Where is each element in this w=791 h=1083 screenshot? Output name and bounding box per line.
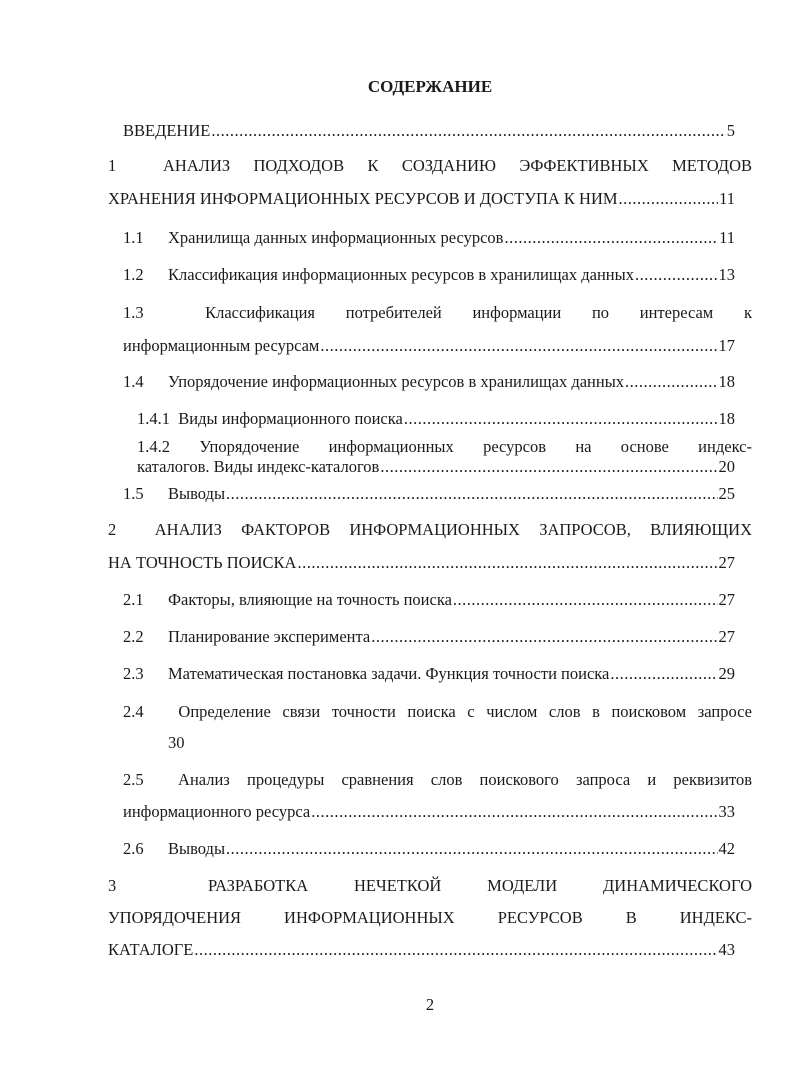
entry-number: 2.2 — [123, 627, 144, 646]
entry-number: 2.6 — [123, 839, 144, 858]
toc-entry-chapter-2[interactable] — [108, 519, 752, 541]
entry-number: 1.4.2 — [137, 437, 170, 456]
dot-leader — [610, 663, 717, 685]
toc-entry-2-4-page[interactable]: 30 — [168, 733, 185, 752]
entry-page: 43 — [718, 940, 735, 959]
toc-entry-chapter-1-cont[interactable] — [108, 188, 735, 210]
toc-entry-intro[interactable] — [123, 120, 735, 142]
toc-entry-2-5[interactable] — [123, 769, 752, 791]
entry-label: Виды информационного поиска — [178, 409, 403, 428]
entry-number: 1.4 — [123, 372, 144, 391]
toc-entry-1-3[interactable] — [123, 302, 752, 324]
toc-entry-2-4[interactable] — [123, 701, 752, 723]
toc-entry-2-3[interactable] — [123, 663, 735, 685]
dot-leader — [320, 335, 717, 357]
toc-entry-2-6[interactable] — [123, 838, 735, 860]
entry-page: 20 — [718, 457, 735, 476]
entry-page: 11 — [719, 189, 735, 208]
entry-label: Упорядочение информационных ресурсов в хранилищах данных — [168, 372, 625, 391]
entry-label: Хранилища данных информационных ресурсов — [168, 228, 504, 247]
toc-entry-1-2[interactable] — [123, 264, 735, 286]
entry-label: каталогов. Виды индекс-каталогов — [137, 457, 380, 476]
entry-label: информационным ресурсам — [123, 336, 320, 355]
entry-label: Планирование эксперимента — [168, 627, 371, 646]
entry-label: ВВЕДЕНИЕ — [123, 121, 211, 140]
dot-leader — [297, 552, 717, 574]
entry-label: РАЗРАБОТКА НЕЧЕТКОЙ МОДЕЛИ ДИНАМИЧЕСКОГО — [208, 876, 752, 895]
entry-page: 18 — [718, 372, 735, 391]
entry-number: 2.1 — [123, 590, 144, 609]
entry-page: 27 — [718, 553, 735, 572]
toc-entry-1-5[interactable] — [123, 483, 735, 505]
entry-page: 5 — [726, 121, 735, 140]
entry-label: Факторы, влияющие на точность поиска — [168, 590, 452, 609]
entry-number: 1.1 — [123, 228, 144, 247]
dot-leader — [371, 626, 717, 648]
page-number: 2 — [425, 995, 435, 1014]
entry-page: 17 — [718, 336, 735, 355]
entry-page: 29 — [718, 664, 735, 683]
entry-label: Выводы — [168, 839, 226, 858]
entry-number: 1.3 — [123, 303, 144, 322]
entry-number: 1.5 — [123, 484, 144, 503]
dot-leader — [635, 264, 718, 286]
entry-number: 1.4.1 — [137, 409, 170, 428]
dot-leader — [226, 483, 717, 505]
entry-page: 13 — [718, 265, 735, 284]
entry-number: 1.2 — [123, 265, 144, 284]
dot-leader — [380, 456, 717, 478]
toc-entry-1-4-2[interactable] — [137, 436, 752, 458]
toc-entry-chapter-3-cont2[interactable] — [108, 939, 735, 961]
entry-number: 2 — [108, 520, 117, 539]
toc-entry-chapter-1[interactable] — [108, 155, 752, 177]
entry-number: 3 — [108, 876, 117, 895]
dot-leader — [404, 408, 718, 430]
entry-number: 2.3 — [123, 664, 144, 683]
entry-label: Упорядочение информационных ресурсов на основе индекс- — [199, 437, 752, 456]
toc-entry-1-4-1[interactable] — [137, 408, 735, 430]
toc-entry-chapter-3-cont[interactable] — [108, 907, 752, 929]
entry-label: Анализ процедуры сравнения слов поискового запроса и реквизитов — [178, 770, 752, 789]
dot-leader — [311, 801, 717, 823]
entry-page: 11 — [719, 228, 735, 247]
entry-label: ХРАНЕНИЯ ИНФОРМАЦИОННЫХ РЕСУРСОВ И ДОСТУПА К НИМ — [108, 189, 618, 208]
toc-entry-1-3-cont[interactable] — [123, 335, 735, 357]
toc-entry-1-4[interactable] — [123, 371, 735, 393]
entry-label: НА ТОЧНОСТЬ ПОИСКА — [108, 553, 297, 572]
entry-page: 33 — [718, 802, 735, 821]
entry-label: Классификация информационных ресурсов в хранилищах данных — [168, 265, 634, 284]
dot-leader — [625, 371, 717, 393]
entry-label: КАТАЛОГЕ — [108, 940, 194, 959]
toc-entry-1-1[interactable] — [123, 227, 735, 249]
toc-entry-chapter-3[interactable] — [108, 875, 752, 897]
entry-page: 27 — [718, 590, 735, 609]
entry-number: 2.4 — [123, 702, 144, 721]
entry-label: АНАЛИЗ ФАКТОРОВ ИНФОРМАЦИОННЫХ ЗАПРОСОВ, ВЛИЯЮЩИХ — [154, 520, 752, 539]
dot-leader — [619, 188, 719, 210]
entry-page: 25 — [718, 484, 735, 503]
dot-leader — [211, 120, 725, 142]
entry-number: 1 — [108, 156, 117, 175]
entry-number: 2.5 — [123, 770, 144, 789]
toc-entry-2-5-cont[interactable] — [123, 801, 735, 823]
toc-entry-1-4-2-cont[interactable] — [137, 456, 735, 478]
dot-leader — [504, 227, 718, 249]
entry-label: УПОРЯДОЧЕНИЯ ИНФОРМАЦИОННЫХ РЕСУРСОВ В ИНДЕКС- — [108, 908, 752, 927]
entry-page: 18 — [718, 409, 735, 428]
entry-label: Математическая постановка задачи. Функция точности поиска — [168, 664, 610, 683]
toc-entry-2-2[interactable] — [123, 626, 735, 648]
entry-page: 42 — [718, 839, 735, 858]
entry-label: Классификация потребителей информации по интересам к — [205, 303, 752, 322]
entry-label: Определение связи точности поиска с числом слов в поисковом запросе — [178, 702, 752, 721]
dot-leader — [226, 838, 717, 860]
toc-title: СОДЕРЖАНИЕ — [367, 77, 493, 96]
entry-page: 27 — [718, 627, 735, 646]
toc-entry-chapter-2-cont[interactable] — [108, 552, 735, 574]
toc-entry-2-1[interactable] — [123, 589, 735, 611]
entry-label: информационного ресурса — [123, 802, 311, 821]
entry-label: Выводы — [168, 484, 226, 503]
dot-leader — [194, 939, 717, 961]
dot-leader — [453, 589, 718, 611]
entry-label: АНАЛИЗ ПОДХОДОВ К СОЗДАНИЮ ЭФФЕКТИВНЫХ МЕТОДОВ — [163, 156, 752, 175]
